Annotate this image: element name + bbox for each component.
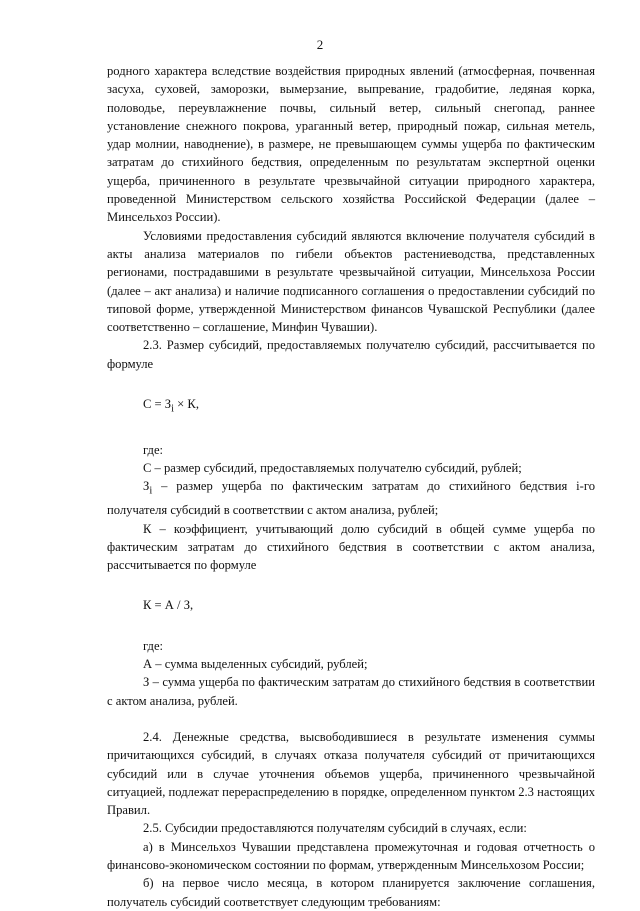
page-number: 2 bbox=[316, 37, 324, 52]
paragraph-2-5-a: а) в Минсельхоз Чувашии представлена промежуточная и годовая отчетность о финансово-экономическом состоянии по формам, утвержденным Минсельхозом России; bbox=[107, 839, 595, 873]
paragraph-2-5: 2.5. Субсидии предоставляются получателям субсидий в случаях, если: bbox=[143, 821, 527, 836]
definition-z: З – сумма ущерба по фактическим затратам до стихийного бедствия в соответствии с актом анализа, рублей. bbox=[107, 675, 595, 708]
paragraph-2-3: 2.3. Размер субсидий, предоставляемых получателю субсидий, рассчитывается по формуле bbox=[107, 338, 595, 371]
paragraph-continuation: родного характера вследствие воздействия природных явлений (атмосферная, почвенная засуха, суховей, заморозки, вымерзание, выпревание, градобитие, ледяная корка, половодье, переувлажнение почвы, сильный ветер, сильный снегопад, раннее установление снежного покрова, ураганный ветер, природный пожар, сильная метель, удар молнии, наводнение), в размере, не превышающем суммы ущерба по фактическим затратам до стихийного бедствия, определенным по результатам экспертной оценки ущерба, причиненного в результате чрезвычайной ситуации природного характера, проведенной Министерством сельского хозяйства Российской Федерации (далее – Минсельхоз России). bbox=[107, 64, 595, 225]
where-label-2: где: bbox=[143, 638, 164, 653]
definition-zi-text: – размер ущерба по фактическим затратам до стихийного бедствия i-го получателя субсидий в соответствии с актом анализа, рублей; bbox=[107, 479, 595, 518]
formula-subsidy bbox=[107, 395, 595, 419]
paragraph-conditions: Условиями предоставления субсидий являются включение получателя субсидий в акты анализа материалов по гибели объектов растениеводства, представленных регионами, пострадавшими в результате чрезвычайной ситуации, Минсельхоза России (далее – акт анализа) и наличие подписанного соглашения о предоставлении субсидий по типовой форме, утвержденной Министерством финансов Чувашской Республики (далее соответственно – соглашение, Минфин Чувашии). bbox=[107, 228, 595, 335]
paragraph-2-4: 2.4. Денежные средства, высвободившиеся в результате изменения суммы причитающихся субсидий, в случаях отказа получателя субсидий от причитающихся субсидий или в случае уточнения объемов ущерба, причиненного чрезвычайной ситуацией, подлежат перераспределению в порядке, определенном пунктом 2.3 настоящих Правил. bbox=[107, 729, 595, 818]
definition-a: А – сумма выделенных субсидий, рублей; bbox=[143, 657, 368, 672]
where-label-1: где: bbox=[143, 442, 164, 457]
definition-k: К – коэффициент, учитывающий долю субсидий в общей сумме ущерба по фактическим затратам до стихийного бедствия в соответствии с актом анализа, рассчитывается по формуле bbox=[107, 521, 595, 573]
definition-zi-head: З bbox=[143, 479, 150, 494]
document-body bbox=[107, 62, 595, 911]
formula-subsidy-tail: × К, bbox=[174, 397, 199, 412]
definition-zi-index: i bbox=[149, 485, 153, 497]
definition-c: С – размер субсидий, предоставляемых получателю субсидий, рублей; bbox=[143, 461, 522, 476]
paragraph-2-5-b: б) на первое число месяца, в котором планируется заключение соглашения, получатель субсидий соответствует следующим требованиям: bbox=[107, 876, 595, 909]
formula-coefficient: К = А / З, bbox=[143, 598, 194, 613]
definition-zi bbox=[107, 477, 595, 519]
formula-subsidy-index: i bbox=[171, 403, 175, 415]
formula-subsidy-head: С = З bbox=[143, 397, 172, 412]
